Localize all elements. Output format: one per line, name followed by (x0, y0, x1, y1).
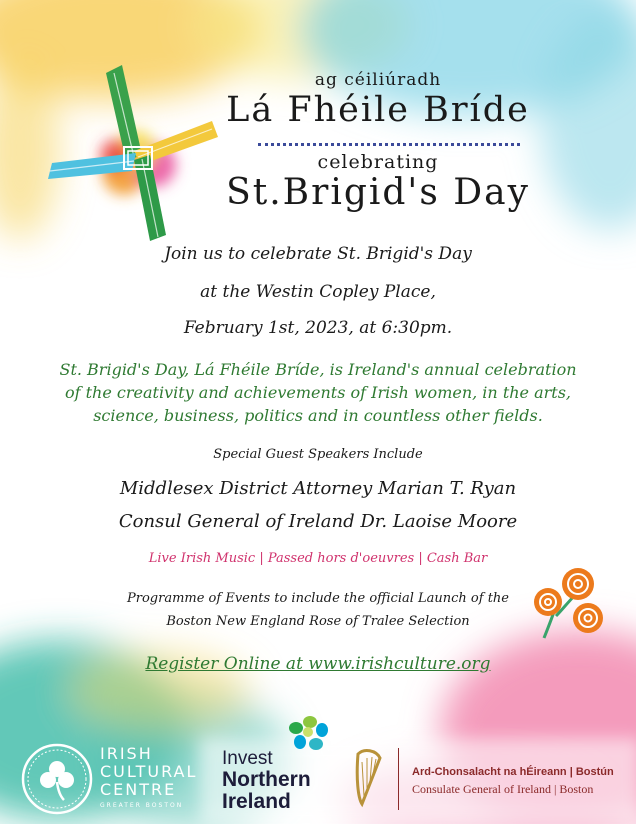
register-link[interactable]: Register Online at www.irishculture.org (145, 654, 491, 674)
english-subtitle: celebrating (317, 151, 439, 173)
invite-line-1: Join us to celebrate St. Brigid's Day (164, 244, 472, 264)
english-title: St.Brigid's Day (226, 172, 530, 213)
invest-ni-line-1: Invest (222, 748, 273, 769)
invest-ni-logo (218, 712, 348, 822)
icc-name-line-1: IRISH (100, 744, 153, 763)
description-line-2: of the creativity and achievements of Irish women, in the arts, (64, 383, 572, 402)
icc-name-line-2: CULTURAL (100, 762, 198, 781)
consulate-name-irish: Ard-Chonsalacht na hÉireann | Bostún (412, 766, 614, 778)
consulate-logo (350, 748, 636, 818)
description-line-3: science, business, politics and in countless other fields. (93, 406, 543, 425)
harp-icon (350, 748, 386, 810)
irish-subtitle: ag céiliúradh (314, 70, 442, 90)
consulate-divider (398, 748, 399, 810)
description-line-1: St. Brigid's Day, Lá Fhéile Bríde, is Ireland's annual celebration (59, 360, 577, 379)
amenities-line: Live Irish Music | Passed hors d'oeuvres | Cash Bar (148, 551, 488, 566)
invest-ni-flower-icon (276, 712, 332, 760)
invest-ni-line-2: Northern (222, 768, 311, 791)
icc-name-line-3: CENTRE (100, 780, 177, 799)
invite-line-3: February 1st, 2023, at 6:30pm. (183, 318, 453, 338)
programme-line-2: Boston New England Rose of Tralee Selection (166, 614, 470, 629)
icc-logo (20, 742, 210, 822)
invite-line-2: at the Westin Copley Place, (200, 282, 436, 302)
title-divider (258, 143, 520, 146)
irish-title: Lá Fhéile Bríde (226, 90, 530, 130)
programme-line-1: Programme of Events to include the official Launch of the (127, 591, 509, 606)
speakers-heading: Special Guest Speakers Include (213, 447, 423, 462)
consulate-name-english: Consulate General of Ireland | Boston (412, 782, 594, 796)
shamrock-icon (20, 742, 94, 816)
speaker-2: Consul General of Ireland Dr. Laoise Moore (118, 511, 518, 532)
rose-icon (528, 562, 608, 642)
icc-sub: GREATER BOSTON (100, 802, 184, 809)
speaker-1: Middlesex District Attorney Marian T. Ryan (119, 478, 517, 499)
invest-ni-line-3: Ireland (222, 790, 291, 813)
